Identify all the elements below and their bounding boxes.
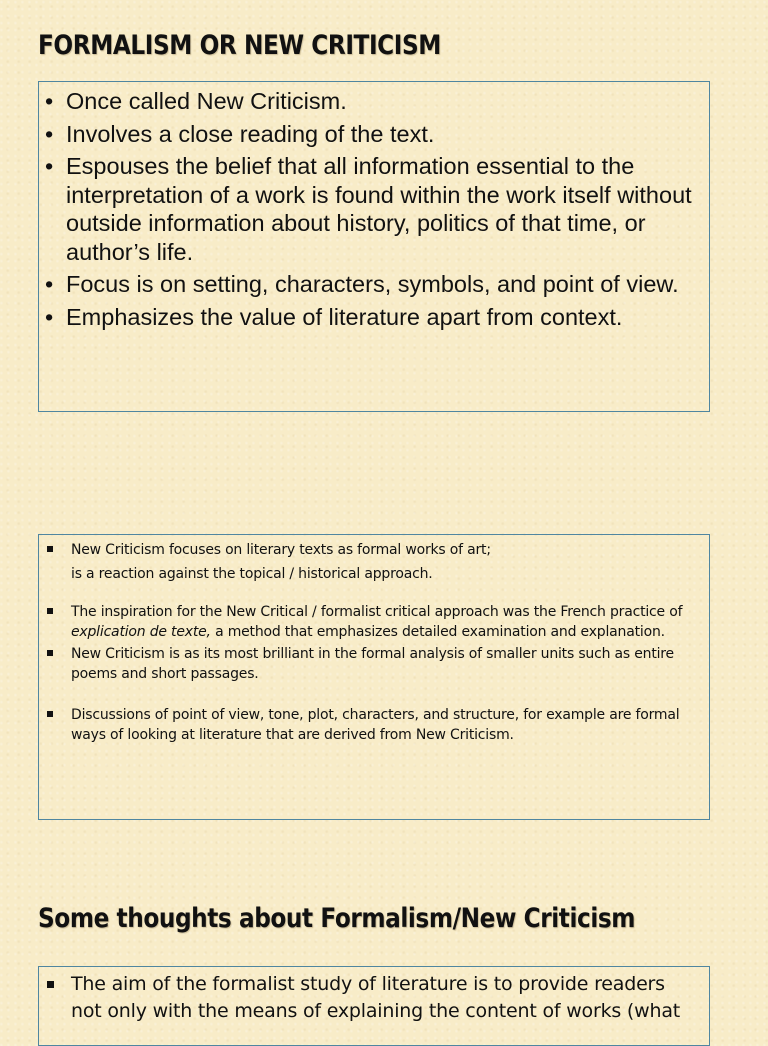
bullet-text-continued: is a reaction against the topical / historical approach.	[71, 566, 433, 582]
bullet-text: The inspiration for the New Critical / formalist critical approach was the French practice of	[71, 604, 683, 620]
slide3-bullet-list	[45, 971, 699, 1025]
slide2-content-box	[38, 534, 710, 820]
slide1-title: FORMALISM OR NEW CRITICISM	[38, 30, 441, 61]
slide3-content-box	[38, 966, 710, 1046]
bullet-text: New Criticism focuses on literary texts as formal works of art;	[71, 542, 491, 558]
bullet-text-continued: a method that emphasizes detailed examination and explanation.	[210, 624, 665, 640]
slide1-content-box	[38, 81, 710, 412]
list-item: • Involves a close reading of the text.	[45, 120, 701, 149]
list-item: New Criticism is as its most brilliant in the formal analysis of smaller units such as entire poems and short passages.	[45, 644, 699, 684]
slide1-bullet-list	[45, 87, 701, 331]
slide3-title: Some thoughts about Formalism/New Criticism	[38, 903, 636, 934]
list-item: • Focus is on setting, characters, symbols, and point of view.	[45, 270, 701, 299]
list-item	[45, 540, 699, 584]
list-item: The aim of the formalist study of literature is to provide readers not only with the means of explaining the content of works (what	[45, 971, 699, 1025]
list-item: • Once called New Criticism.	[45, 87, 701, 116]
list-item: • Espouses the belief that all information essential to the interpretation of a work is found within the work itself without outside information about history, politics of that time, or author’s life.	[45, 152, 701, 266]
italic-term: explication de texte,	[71, 624, 211, 640]
list-item	[45, 602, 699, 642]
list-item: Discussions of point of view, tone, plot, characters, and structure, for example are formal ways of looking at literature that are derived from New Criticism.	[45, 705, 699, 745]
slide2-bullet-list	[45, 540, 699, 745]
list-item: • Emphasizes the value of literature apart from context.	[45, 303, 701, 332]
